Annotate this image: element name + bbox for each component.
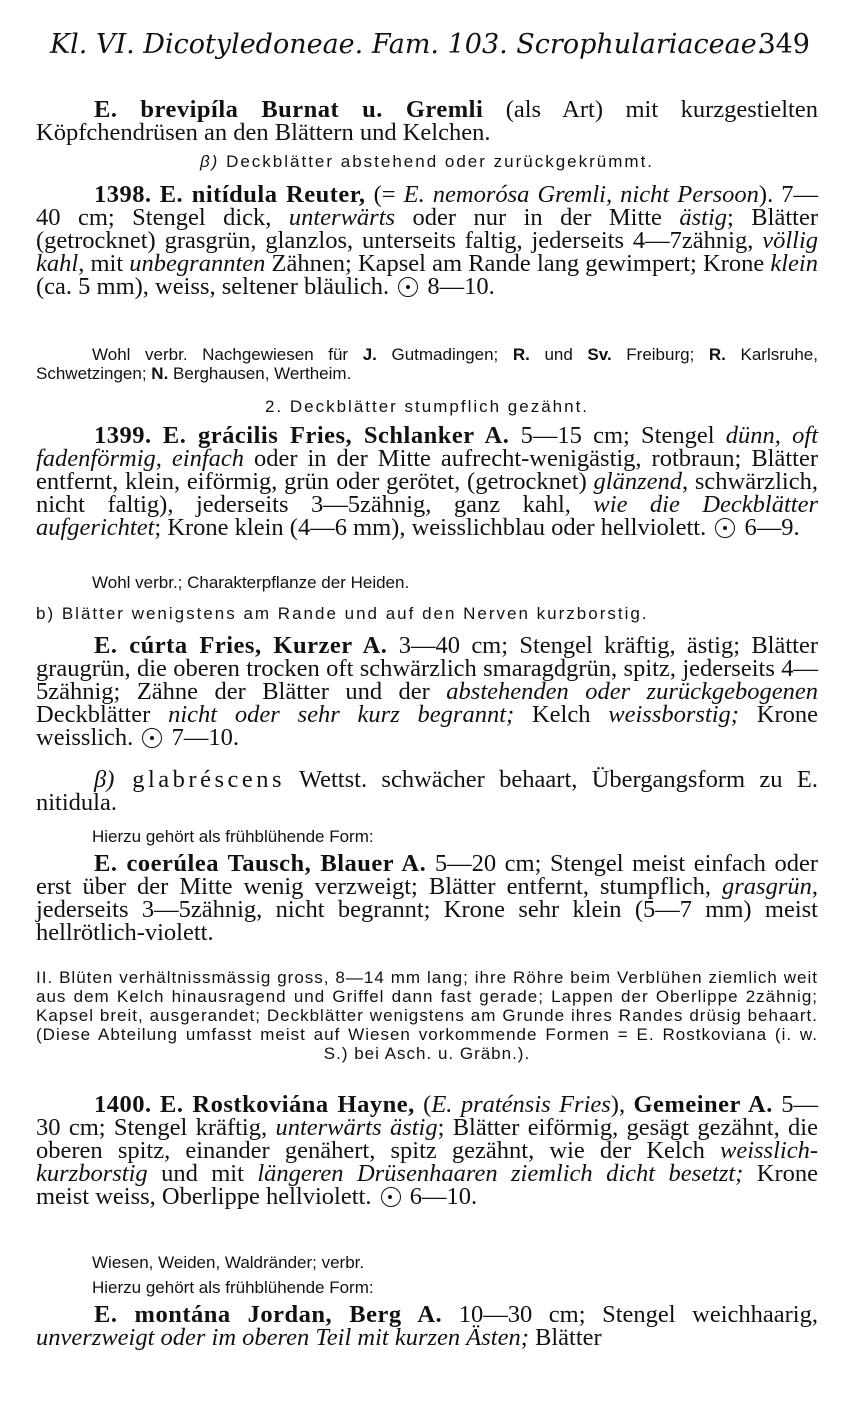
flowering-months: 6—9. (744, 514, 800, 541)
entry-1399-gracilis: 1399. E. grácilis Fries, Schlanker A. 5—15 cm; Stengel dünn, oft fadenförmig, einfach oder in der Mitte aufrecht-wenigästig, rotbraun; Blätter entfernt, klein, eiförmig, grün oder gerötet, (getrocknet) glänzend, schwärzlich, nicht faltig), jederseits 3—5zähnig, ganz kahl, wie die Deckblätter aufgerichtet; Krone klein (4—6 mm), weisslichblau oder hellviolett. 6—9. (36, 422, 819, 541)
synonym: E. nemorósa Gremli, nicht Persoon (403, 181, 759, 208)
entry-brevipila: E. brevipíla Burnat u. Gremli (als Art) mit kurzgestielten Köpfchendrüsen an den Blättern und Kelchen. (36, 96, 818, 146)
taxon-name: glabréscens (114, 766, 286, 793)
common-name: Gemeiner A. (633, 1091, 773, 1118)
annual-symbol-icon (715, 518, 735, 538)
distribution-1399: Wohl verbr.; Charakterpflanze der Heiden. (92, 573, 410, 592)
entry-glabrescens: β) glabréscens Wettst. schwächer behaart, Übergangsform zu E. nitidula. (36, 766, 818, 816)
running-title: Kl. VI. Dicotyledoneae. Fam. 103. Scrophulariaceae. (50, 29, 766, 60)
taxon-name: E. grácilis Fries, Schlanker A. (162, 422, 510, 449)
taxon-name: E. Rostkoviána Hayne, (160, 1091, 415, 1118)
species-number: 1400. (94, 1091, 152, 1118)
flowering-months: 8—10. (427, 273, 495, 300)
key-marker: β) (199, 152, 220, 171)
flowering-months: 6—10. (409, 1183, 478, 1210)
taxon-name: E. brevipíla Burnat u. Gremli (94, 96, 484, 123)
running-header (50, 28, 810, 62)
entry-1398-nitidula: 1398. E. nitídula Reuter, (= E. nemorósa Gremli, nicht Persoon). 7—40 cm; Stengel dick, unterwärts oder nur in der Mitte ästig; Blätter (getrocknet) grasgrün, glanzlos, unterseits faltig, jederseits 4—7zähnig, völlig kahl, mit unbegrannten Zähnen; Kapsel am Rande lang gewimpert; Krone klein (ca. 5 mm), weiss, seltener bläulich. 8—10. (36, 181, 819, 300)
key-group-II: II. Blüten verhältnissmässig gross, 8—14 mm lang; ihre Röhre beim Verblühen ziemlich weit aus dem Kelch hinausragend und Griffel dann fast gerade; Lappen der Oberlippe 2zähnig; Kapsel breit, ausgerandet; Deckblätter wenigstens am Grunde ihres Randes drüsig behaart. (Diese Abteilung umfasst meist auf Wiesen vorkommende Formen = E. Rostkoviana (i. w. S.) bei Asch. u. Gräbn.). (36, 968, 818, 1063)
taxon-name: E. nitídula Reuter, (159, 181, 366, 208)
synonym: E. praténsis Fries (431, 1091, 611, 1118)
species-number: 1398. (94, 181, 152, 208)
note-early-form-1: Hierzu gehört als frühblühende Form: (92, 827, 374, 846)
entry-coerulea: E. coerúlea Tausch, Blauer A. 5—20 cm; Stengel meist einfach oder erst über der Mitte wenig verzweigt; Blätter entfernt, stumpflich, grasgrün, jederseits 3—5zähnig, nicht begrannt; Krone sehr klein (5—7 mm) meist hellrötlich-violett. (36, 850, 818, 946)
distribution-1400: Wiesen, Weiden, Waldränder; verbr. (92, 1253, 365, 1272)
key-group-b: b) Blätter wenigstens am Rande und auf den Nerven kurzborstig. (36, 604, 649, 623)
key-group-2: 2. Deckblätter stumpflich gezähnt. (264, 397, 590, 416)
key-beta-bracts: β) Deckblätter abstehend oder zurückgekrümmt. (199, 152, 655, 171)
taxon-name: E. cúrta Fries, Kurzer A. (94, 632, 388, 659)
annual-symbol-icon (142, 728, 162, 748)
entry-1400-rostkoviana: 1400. E. Rostkoviána Hayne, (E. praténsis Fries), Gemeiner A. 5—30 cm; Stengel kräftig, unterwärts ästig; Blätter eiförmig, gesägt gezähnt, die oberen spitz, einander genähert, spitz gezähnt, wie der Kelch weisslich-kurzborstig und mit längeren Drüsenhaaren ziemlich dicht besetzt; Krone meist weiss, Oberlippe hellviolett. 6—10. (36, 1091, 819, 1210)
species-number: 1399. (94, 422, 152, 449)
taxon-name: E. montána Jordan, Berg A. (94, 1301, 443, 1328)
distribution-1398: Wohl verbr. Nachgewiesen für J. Gutmadingen; R. und Sv. Freiburg; R. Karlsruhe, Schwetzingen; N. Berghausen, Wertheim. (36, 345, 818, 383)
page-number: 349 (758, 29, 810, 60)
flowering-months: 7—10. (171, 724, 239, 751)
taxon-name: E. coerúlea Tausch, Blauer A. (94, 850, 427, 877)
note-early-form-2: Hierzu gehört als frühblühende Form: (92, 1278, 374, 1297)
entry-curta: E. cúrta Fries, Kurzer A. 3—40 cm; Stengel kräftig, ästig; Blätter graugrün, die oberen trocken oft schwärzlich smaragdgrün, spitz, jederseits 4—5zähnig; Zähne der Blätter und der abstehenden oder zurückgebogenen Deckblätter nicht oder sehr kurz begrannt; Kelch weissborstig; Krone weisslich. 7—10. (36, 632, 818, 751)
annual-symbol-icon (398, 277, 418, 297)
key-marker: β) (94, 766, 115, 793)
entry-montana: E. montána Jordan, Berg A. 10—30 cm; Stengel weichhaarig, unverzweigt oder im oberen Teil mit kurzen Ästen; Blätter (36, 1301, 818, 1351)
annual-symbol-icon (381, 1187, 401, 1207)
